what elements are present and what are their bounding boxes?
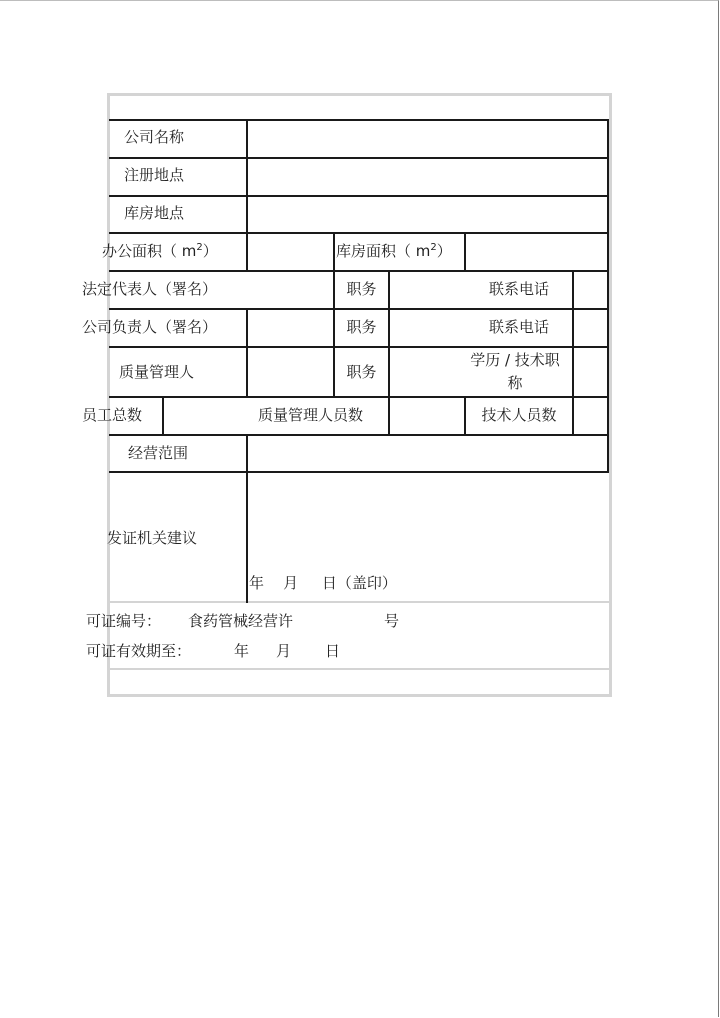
company-head-label: 公司负责人（署名）	[82, 318, 218, 336]
area-unit-close: ）	[202, 242, 218, 260]
table-frame-left	[107, 93, 110, 697]
row-line	[109, 471, 609, 473]
office-area-text: 办公面积（ m	[102, 242, 197, 260]
quality-manager-label: 质量管理人	[119, 363, 195, 381]
table-frame-right	[609, 93, 612, 697]
phone-label: 联系电话	[488, 318, 549, 336]
row-line	[109, 308, 609, 310]
education-title-label: 学历 / 技术职称	[470, 351, 560, 392]
row-line	[109, 232, 609, 234]
column-line	[162, 396, 164, 436]
column-line	[607, 119, 609, 472]
row-line	[109, 434, 609, 436]
validity-day: 日	[325, 642, 341, 660]
legal-representative-label: 法定代表人（署名）	[82, 280, 218, 298]
row-line	[109, 195, 609, 197]
table-frame-bottom	[107, 694, 612, 697]
registered-address-label: 注册地点	[124, 166, 185, 184]
validity-month: 月	[276, 642, 292, 660]
position-label: 职务	[346, 318, 377, 336]
license-number-label: 可证编号：	[86, 612, 162, 630]
position-label: 职务	[346, 363, 377, 381]
license-number-suffix: 号	[384, 612, 400, 630]
validity-label: 可证有效期至：	[86, 642, 192, 660]
area-unit-close: ）	[436, 242, 452, 260]
business-scope-label: 经营范围	[128, 444, 189, 462]
divider-line	[107, 601, 612, 603]
row-line	[109, 346, 609, 348]
row-line	[109, 396, 609, 398]
position-label: 职务	[346, 280, 377, 298]
company-name-label: 公司名称	[124, 128, 185, 146]
row-line	[109, 270, 609, 272]
validity-year: 年	[234, 642, 250, 660]
seal-date-line: 年 月 日（盖印）	[249, 574, 397, 592]
issuing-authority-opinion-label: 发证机关建议	[107, 529, 198, 547]
row-line	[109, 119, 609, 121]
column-line	[246, 308, 248, 398]
phone-label: 联系电话	[488, 280, 549, 298]
total-staff-label: 员工总数	[82, 406, 143, 424]
column-line	[246, 434, 248, 603]
license-number-value: 食药管械经营许	[188, 612, 294, 630]
warehouse-address-label: 库房地点	[124, 204, 185, 222]
row-line	[109, 157, 609, 159]
warehouse-area-text: 库房面积（ m	[336, 242, 431, 260]
column-line	[246, 119, 248, 272]
warehouse-area-label	[336, 241, 452, 261]
quality-staff-count-label: 质量管理人员数	[258, 406, 364, 424]
divider-line	[107, 668, 612, 670]
area-unit-exponent: 2	[196, 242, 203, 253]
area-unit-exponent: 2	[430, 242, 437, 253]
column-line	[388, 270, 390, 436]
office-area-label	[102, 241, 218, 261]
column-line	[572, 270, 574, 436]
column-line	[464, 232, 466, 272]
table-frame-top	[107, 93, 612, 96]
tech-staff-count-label: 技术人员数	[481, 406, 557, 424]
